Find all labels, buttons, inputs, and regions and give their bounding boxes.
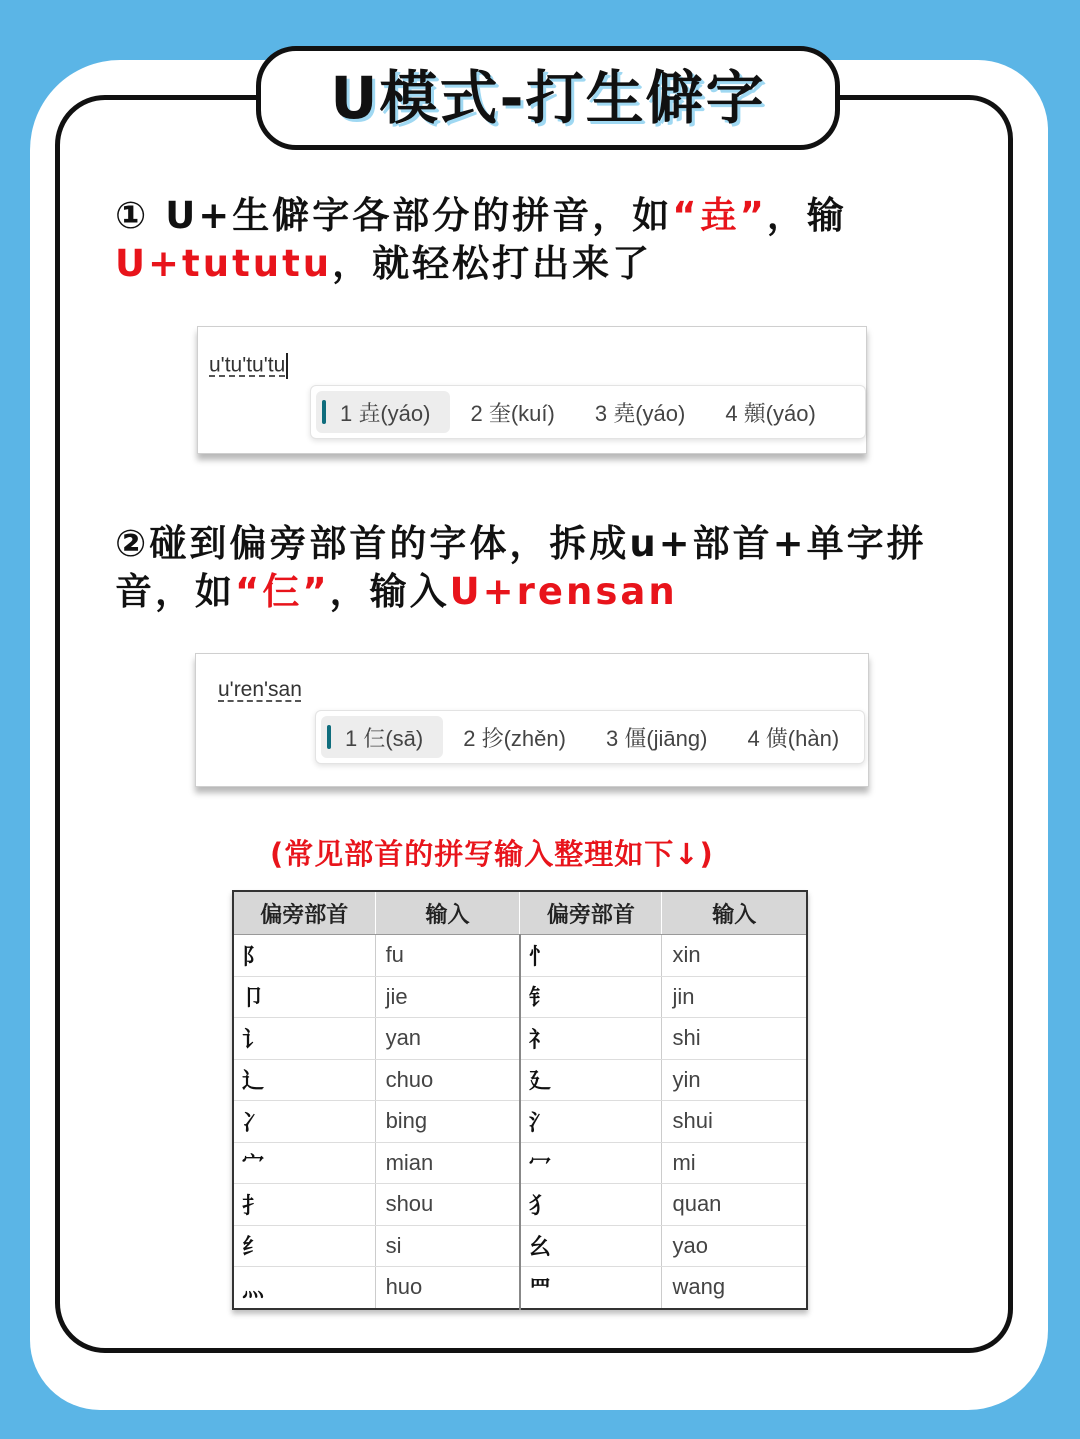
radical-cell: 卩 <box>233 976 375 1018</box>
radical-cell: 幺 <box>520 1225 662 1267</box>
ime-input-2[interactable] <box>218 678 302 702</box>
radical-cell: 阝 <box>233 935 375 977</box>
radical-cell: 讠 <box>233 1018 375 1060</box>
table-header-row <box>233 891 807 935</box>
input-cell: wang <box>662 1267 807 1309</box>
input-cell: jin <box>662 976 807 1018</box>
candidate-4[interactable]: 4 顤(yáo) <box>725 400 816 426</box>
input-cell: yan <box>375 1018 520 1060</box>
input-cell: quan <box>662 1184 807 1226</box>
step1-code: U+tututu <box>115 242 333 285</box>
candidate-1[interactable]: 1 仨(sā) <box>321 716 443 758</box>
candidate-3[interactable]: 3 堯(yáo) <box>594 400 686 426</box>
table-row <box>233 1101 807 1143</box>
candidate-3[interactable]: 3 僵(jiāng) <box>605 725 708 751</box>
header-input-2: 输入 <box>662 891 807 935</box>
header-radical-1: 偏旁部首 <box>233 891 375 935</box>
header-input-1: 输入 <box>375 891 520 935</box>
radical-cell: 罒 <box>520 1267 662 1309</box>
radical-cell: 纟 <box>233 1225 375 1267</box>
radical-cell: 钅 <box>520 976 662 1018</box>
ime-input-1[interactable] <box>209 353 288 379</box>
input-cell: chuo <box>375 1059 520 1101</box>
input-cell: yin <box>662 1059 807 1101</box>
input-cell: mian <box>375 1142 520 1184</box>
table-row <box>233 1018 807 1060</box>
table-row <box>233 935 807 977</box>
table-row <box>233 976 807 1018</box>
step2-code: U+rensan <box>449 570 678 613</box>
header-radical-2: 偏旁部首 <box>520 891 662 935</box>
ime-typed-text-2: u'ren'san <box>218 678 302 701</box>
step1-prefix: ① U+生僻字各部分的拼音，如 <box>115 194 673 237</box>
text-cursor <box>286 353 288 379</box>
candidate-4[interactable]: 4 僙(hàn) <box>747 725 840 751</box>
table-row <box>233 1267 807 1309</box>
candidate-bar-1 <box>310 385 866 439</box>
ime-typed-text-1: u'tu'tu'tu <box>209 353 286 377</box>
table-row <box>233 1142 807 1184</box>
radical-cell: 扌 <box>233 1184 375 1226</box>
step1-example-char: “垚” <box>672 194 767 237</box>
radical-cell: 氵 <box>520 1101 662 1143</box>
step1-text <box>115 192 955 288</box>
input-cell: bing <box>375 1101 520 1143</box>
input-cell: yao <box>662 1225 807 1267</box>
table-row <box>233 1059 807 1101</box>
radical-cell: 犭 <box>520 1184 662 1226</box>
step2-example-char: “仨” <box>235 570 330 613</box>
radical-cell: 宀 <box>233 1142 375 1184</box>
input-cell: shui <box>662 1101 807 1143</box>
step2-text <box>115 520 955 616</box>
step1-suffix: ，就轻松打出来了 <box>332 242 653 285</box>
radical-cell: 冫 <box>233 1101 375 1143</box>
step1-middle: ，输 <box>766 194 847 237</box>
input-cell: fu <box>375 935 520 977</box>
candidate-2[interactable]: 2 奎(kuí) <box>470 400 555 426</box>
title-banner <box>256 46 840 150</box>
input-cell: shou <box>375 1184 520 1226</box>
radical-cell: 廴 <box>520 1059 662 1101</box>
ime-window-1 <box>197 326 867 454</box>
radical-cell: 礻 <box>520 1018 662 1060</box>
input-cell: huo <box>375 1267 520 1309</box>
candidate-1[interactable]: 1 垚(yáo) <box>316 391 450 433</box>
radical-cell: 忄 <box>520 935 662 977</box>
input-cell: mi <box>662 1142 807 1184</box>
radical-cell: 灬 <box>233 1267 375 1309</box>
radical-cell: 辶 <box>233 1059 375 1101</box>
table-row <box>233 1225 807 1267</box>
ime-window-2 <box>195 653 869 787</box>
candidate-2[interactable]: 2 抮(zhěn) <box>463 725 566 751</box>
step2-prefix: ②碰到偏旁部首的字体，拆成u+部首+单字拼音，如 <box>115 522 927 613</box>
table-note: (常见部首的拼写输入整理如下↓) <box>270 837 714 871</box>
candidate-bar-2 <box>315 710 865 764</box>
radical-cell: 冖 <box>520 1142 662 1184</box>
input-cell: shi <box>662 1018 807 1060</box>
step2-middle: ，输入 <box>329 570 450 613</box>
input-cell: jie <box>375 976 520 1018</box>
page-title: U模式-打生僻字 <box>330 64 766 132</box>
radical-table <box>232 890 808 1310</box>
input-cell: si <box>375 1225 520 1267</box>
input-cell: xin <box>662 935 807 977</box>
table-row <box>233 1184 807 1226</box>
